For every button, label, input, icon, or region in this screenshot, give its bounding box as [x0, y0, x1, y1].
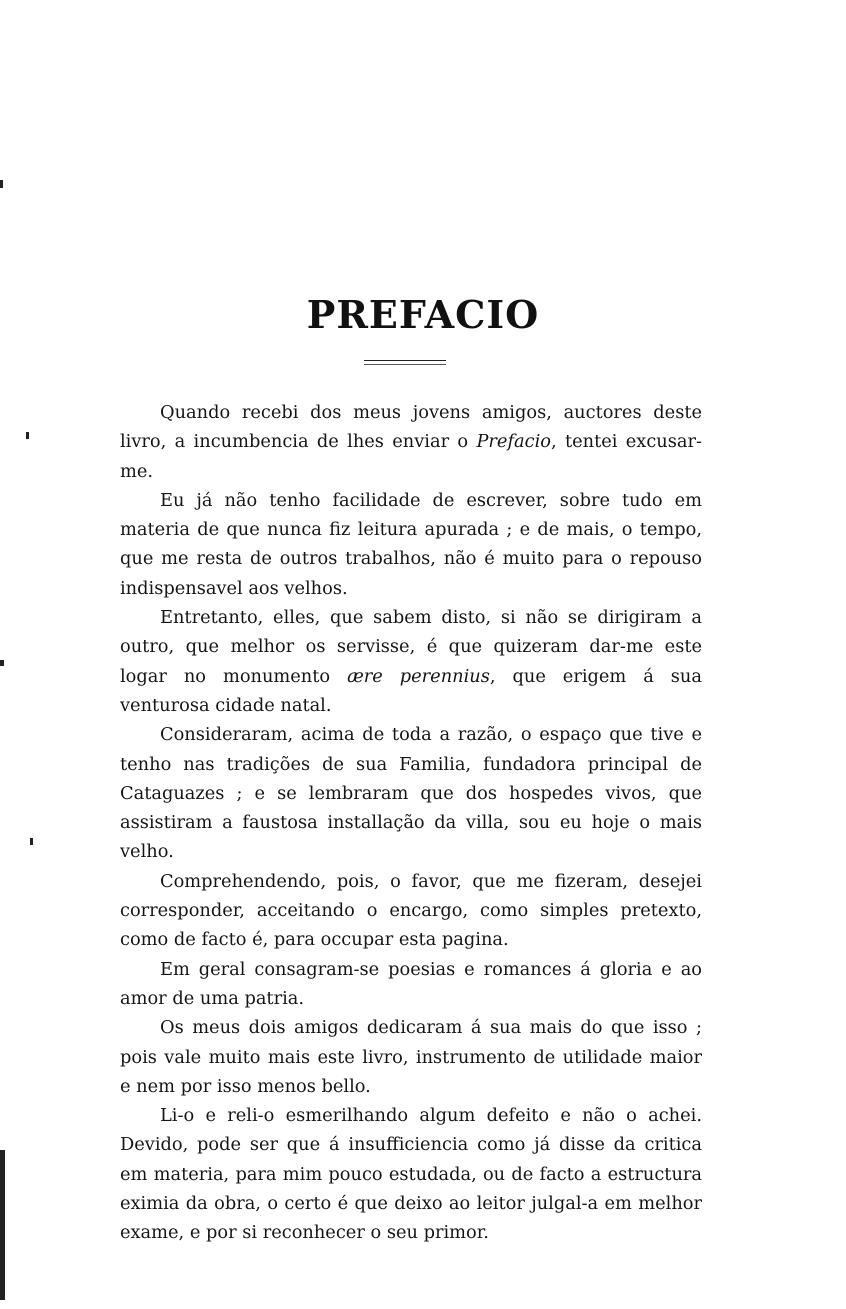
paragraph-2: Eu já não tenho facilidade de escrever, sobre tudo em materia de que nunca fiz leitura apurada ; e de mais, o tempo, que me resta de outros trabalhos, não é muito para o repouso indispensavel aos velhos. — [120, 489, 702, 599]
scan-speck — [26, 432, 29, 439]
preface-body — [120, 398, 702, 1248]
italic-prefacio: Prefacio — [476, 431, 551, 453]
scan-edge-mark — [0, 1150, 5, 1300]
paragraph-4: Consideraram, acima de toda a razão, o espaço que tive e tenho nas tradições de sua Familia, fundadora principal de Cataguazes ; e se lembraram que dos hospedes vivos, que assistiram a faustosa installação da villa, sou eu hoje o mais velho. — [120, 724, 702, 863]
page-title: PREFACIO — [306, 292, 540, 337]
paragraph-3: Entretanto, elles, que sabem disto, si não se dirigiram a outro, que melhor os servisse, é que quizeram dar-me este logar no monumento ære perennius, que erigem á sua venturosa cidade natal. — [120, 607, 702, 716]
paragraph-8: Li-o e reli-o esmerilhando algum defeito e não o achei. Devido, pode ser que á insufficiencia como já disse da critica em materia, para mim pouco estudada, ou de facto a estructura eximia da obra, o certo é que deixo ao leitor julgal-a em melhor exame, e por si reconhecer o seu primor. — [120, 1105, 702, 1244]
paragraph-1: Quando recebi dos meus jovens amigos, auctores deste livro, a incumbencia de lhes enviar o Prefacio, tentei excusar-me. — [120, 402, 702, 482]
italic-aere-perennius: ære perennius — [347, 665, 490, 687]
paragraph-6: Em geral consagram-se poesias e romances á gloria e ao amor de uma patria. — [120, 958, 702, 1009]
paragraph-5: Comprehendendo, pois, o favor, que me fizeram, desejei corresponder, acceitando o encargo, como simples pretexto, como de facto é, para occupar esta pagina. — [120, 870, 702, 951]
scan-speck — [30, 838, 33, 845]
scan-edge-mark — [0, 180, 3, 188]
title-ornament-rule — [364, 360, 446, 365]
scan-edge-mark — [0, 660, 4, 666]
paragraph-7: Os meus dois amigos dedicaram á sua mais do que isso ; pois vale muito mais este livro, instrumento de utilidade maior e nem por isso menos bello. — [120, 1017, 702, 1097]
